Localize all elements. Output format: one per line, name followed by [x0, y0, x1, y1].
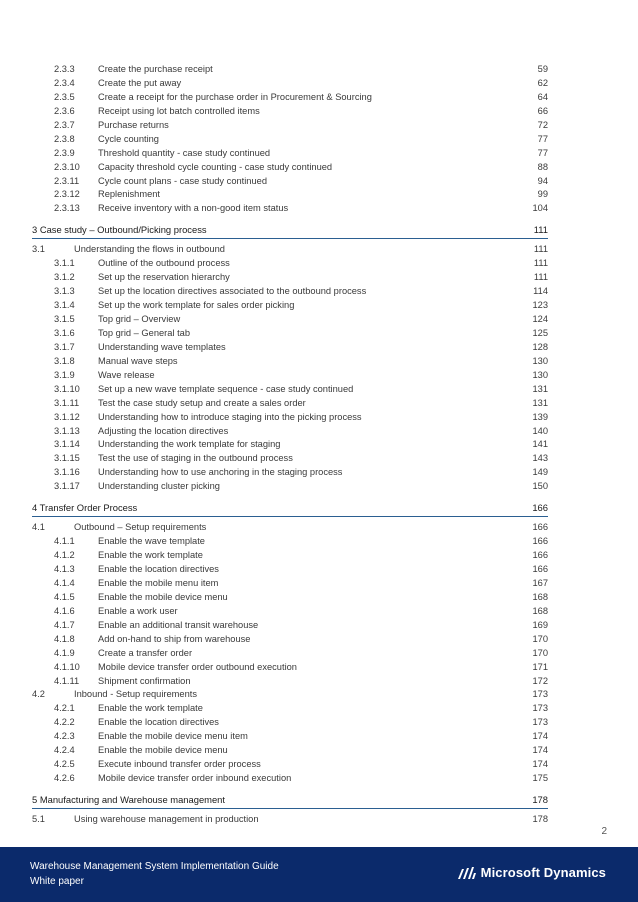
toc-entry-number: 3.1.1: [54, 258, 75, 269]
toc-entry[interactable]: [32, 563, 548, 577]
toc-entry-title: Understanding how to use anchoring in the staging process: [98, 467, 343, 478]
toc-entry-page: 131: [532, 397, 548, 408]
toc-entry[interactable]: [32, 549, 548, 563]
toc-entry[interactable]: [32, 577, 548, 591]
toc-entry-page: 149: [532, 467, 548, 478]
toc-entry-number: 4.1.10: [54, 661, 80, 672]
toc-entry-title: 5 Manufacturing and Warehouse management: [32, 794, 225, 805]
toc-entry-number: 4.1.7: [54, 619, 75, 630]
toc-entry[interactable]: [32, 147, 548, 161]
toc-entry[interactable]: [32, 133, 548, 147]
toc-entry-title: Enable the mobile device menu: [98, 591, 228, 602]
toc-entry-title: Enable the mobile device menu item: [98, 731, 248, 742]
toc-entry-number: 4.1.1: [54, 536, 75, 547]
toc-entry-number: 2.3.10: [54, 161, 80, 172]
toc-entry[interactable]: [32, 772, 548, 786]
toc-entry-title: Enable the location directives: [98, 717, 219, 728]
toc-entry[interactable]: [32, 119, 548, 133]
toc-entry-title: Enable an additional transit warehouse: [98, 619, 259, 630]
toc-entry-number: 3.1.5: [54, 314, 75, 324]
toc-entry-number: 2.3.9: [54, 147, 75, 158]
toc-entry-page: 166: [532, 536, 548, 547]
toc-entry-page: 59: [537, 64, 548, 74]
toc-entry-title: Understanding wave templates: [98, 341, 226, 352]
toc-entry-title: Set up a new wave template sequence - case study continued: [98, 383, 354, 394]
toc-entry-number: 2.3.4: [54, 77, 75, 88]
toc-entry-number: 3.1.4: [54, 300, 75, 311]
toc-entry[interactable]: [32, 161, 548, 175]
toc-entry[interactable]: [32, 730, 548, 744]
toc-entry[interactable]: [32, 271, 548, 285]
toc-entry[interactable]: [32, 313, 548, 327]
toc-entry-page: 72: [537, 119, 548, 130]
toc-entry-title: Wave release: [98, 369, 155, 380]
toc-entry-number: 3.1.8: [54, 355, 75, 366]
toc-entry-page: 94: [537, 175, 548, 186]
toc-entry[interactable]: [32, 411, 548, 425]
toc-entry[interactable]: [32, 758, 548, 772]
toc-entry[interactable]: [32, 202, 548, 216]
toc-entry-number: 3.1.12: [54, 411, 80, 422]
toc-entry-page: 111: [533, 224, 548, 236]
toc-entry-title: Cycle count plans - case study continued: [98, 175, 267, 186]
toc-entry-title: Create the purchase receipt: [98, 64, 213, 74]
toc-entry-page: 130: [532, 369, 548, 380]
toc-entry[interactable]: [32, 63, 548, 77]
toc-entry-page: 170: [532, 633, 548, 644]
toc-chapter-entry[interactable]: [32, 222, 548, 239]
toc-entry[interactable]: [32, 397, 548, 411]
toc-entry-title: Capacity threshold cycle counting - case study continued: [98, 161, 333, 172]
toc-entry-page: 174: [532, 759, 548, 770]
toc-entry-number: 3.1: [32, 244, 45, 255]
toc-entry-title: Inbound - Setup requirements: [74, 689, 198, 700]
toc-entry-number: 3.1.13: [54, 425, 80, 436]
footer-document-type: White paper: [30, 876, 84, 887]
toc-entry-title: Adjusting the location directives: [98, 425, 229, 436]
toc-entry-number: 3.1.9: [54, 369, 75, 380]
toc-entry-title: Set up the location directives associated to the outbound process: [98, 286, 367, 297]
footer-bar: [0, 847, 638, 902]
footer-document-title: Warehouse Management System Implementation Guide: [30, 861, 279, 872]
toc-entry-number: 2.3.6: [54, 105, 75, 116]
toc-entry[interactable]: [32, 105, 548, 119]
toc-entry-page: 150: [532, 481, 548, 492]
toc-entry-page: 173: [532, 703, 548, 714]
toc-entry-page: 111: [533, 244, 548, 255]
toc-entry-title: Execute inbound transfer order process: [98, 759, 261, 770]
toc-entry-number: 5.1: [32, 814, 45, 824]
toc-entry-title: Enable the work template: [98, 550, 203, 561]
toc-entry-number: 4.2.4: [54, 745, 75, 756]
toc-entry-number: 2.3.11: [54, 175, 80, 186]
toc-entry[interactable]: [32, 466, 548, 480]
toc-entry-title: Cycle counting: [98, 133, 159, 144]
toc-entry-number: 4.1.9: [54, 647, 75, 658]
toc-entry-title: Enable the wave template: [98, 536, 205, 547]
toc-entry[interactable]: [32, 327, 548, 341]
toc-entry[interactable]: [32, 243, 548, 257]
toc-entry[interactable]: [32, 285, 548, 299]
toc-entry-page: 143: [532, 453, 548, 464]
toc-entry-number: 4.1.8: [54, 633, 75, 644]
toc-entry-page: 114: [533, 286, 548, 297]
toc-entry-page: 77: [537, 133, 548, 144]
toc-entry-title: Enable the mobile device menu: [98, 745, 228, 756]
toc-entry-title: Replenishment: [98, 189, 161, 200]
toc-entry-title: Understanding how to introduce staging into the picking process: [98, 411, 362, 422]
toc-entry[interactable]: [32, 675, 548, 689]
toc-entry-number: 4.2.3: [54, 731, 75, 742]
toc-entry[interactable]: [32, 702, 548, 716]
toc-entry-title: Enable a work user: [98, 605, 178, 616]
toc-entry-page: 168: [532, 605, 548, 616]
toc-entry-page: 166: [532, 564, 548, 574]
toc-entry-title: 3 Case study – Outbound/Picking process: [32, 224, 207, 236]
toc-entry-title: Set up the work template for sales order picking: [98, 300, 295, 311]
toc-entry-number: 4.1.3: [54, 564, 75, 574]
toc-entry-page: 172: [532, 675, 548, 686]
toc-entry-number: 3.1.16: [54, 467, 80, 478]
toc-entry-number: 2.3.3: [54, 64, 75, 74]
toc-entry[interactable]: [32, 813, 548, 827]
toc-entry-page: 62: [537, 77, 548, 88]
toc-entry[interactable]: [32, 355, 548, 369]
toc-entry[interactable]: [32, 744, 548, 758]
toc-entry-number: 2.3.8: [54, 133, 75, 144]
brand-wordmark: Microsoft Dynamics: [480, 865, 606, 880]
toc-entry-title: Test the case study setup and create a sales order: [98, 397, 306, 408]
toc-entry-title: Add on-hand to ship from warehouse: [98, 633, 251, 644]
toc-entry-page: 178: [532, 814, 548, 824]
toc-entry-page: 174: [532, 745, 548, 756]
toc-entry[interactable]: [32, 688, 548, 702]
toc-entry-page: 175: [532, 773, 548, 784]
toc-entry[interactable]: [32, 716, 548, 730]
toc-entry-title: Create the put away: [98, 77, 182, 88]
toc-entry-title: Outline of the outbound process: [98, 258, 230, 269]
toc-entry-page: 169: [532, 619, 548, 630]
toc-entry-title: Top grid – Overview: [98, 314, 181, 324]
toc-entry-number: 3.1.6: [54, 327, 75, 338]
toc-entry-number: 2.3.12: [54, 189, 80, 200]
toc-entry-page: 124: [532, 314, 548, 324]
toc-entry[interactable]: [32, 535, 548, 549]
toc-entry-page: 141: [532, 439, 548, 450]
toc-entry[interactable]: [32, 647, 548, 661]
toc-entry[interactable]: [32, 91, 548, 105]
toc-entry[interactable]: [32, 452, 548, 466]
toc-entry-number: 4.1.5: [54, 591, 75, 602]
toc-entry-number: 3.1.2: [54, 272, 75, 283]
toc-entry-page: 173: [532, 689, 548, 700]
toc-entry-number: 3.1.15: [54, 453, 80, 464]
toc-entry-title: Mobile device transfer order outbound execution: [98, 661, 297, 672]
toc-entry-page: 174: [532, 731, 548, 742]
toc-entry-title: Set up the reservation hierarchy: [98, 272, 230, 283]
toc-entry[interactable]: [32, 383, 548, 397]
toc-entry-number: 4.1.4: [54, 577, 75, 588]
toc-entry-page: 131: [532, 383, 548, 394]
toc-entry-page: 130: [532, 355, 548, 366]
toc-entry-number: 4.1: [32, 522, 45, 533]
toc-entry-title: Using warehouse management in production: [74, 814, 259, 824]
toc-entry[interactable]: [32, 77, 548, 91]
toc-entry-title: Receipt using lot batch controlled items: [98, 105, 260, 116]
toc-entry-title: Create a receipt for the purchase order in Procurement & Sourcing: [98, 91, 372, 102]
toc-entry[interactable]: [32, 299, 548, 313]
toc-entry-page: 111: [533, 272, 548, 283]
toc-entry[interactable]: [32, 633, 548, 647]
toc-entry[interactable]: [32, 605, 548, 619]
toc-entry[interactable]: [32, 257, 548, 271]
toc-entry-number: 2.3.5: [54, 91, 75, 102]
toc-entry-page: 139: [532, 411, 548, 422]
toc-entry-title: Mobile device transfer order inbound execution: [98, 773, 292, 784]
toc-entry-number: 4.1.2: [54, 550, 75, 561]
toc-entry-page: 64: [537, 91, 548, 102]
toc-entry-page: 167: [532, 577, 548, 588]
toc-entry[interactable]: [32, 369, 548, 383]
toc-entry-title: Enable the work template: [98, 703, 203, 714]
toc-entry-page: 123: [532, 300, 548, 311]
toc-entry-title: 4 Transfer Order Process: [32, 502, 138, 514]
toc-entry-number: 3.1.3: [54, 286, 75, 297]
toc-entry-number: 3.1.11: [54, 397, 80, 408]
toc-entry-page: 166: [532, 522, 548, 533]
toc-entry-page: 66: [537, 105, 548, 116]
toc-entry-title: Outbound – Setup requirements: [74, 522, 207, 533]
toc-entry-number: 2.3.13: [54, 203, 80, 214]
toc-entry-number: 3.1.10: [54, 383, 80, 394]
toc-entry-page: 173: [532, 717, 548, 728]
toc-entry-page: 125: [532, 327, 548, 338]
toc-entry[interactable]: [32, 175, 548, 189]
toc-entry-page: 140: [532, 425, 548, 436]
toc-entry-number: 2.3.7: [54, 119, 75, 130]
toc-entry[interactable]: [32, 480, 548, 494]
toc-entry-number: 4.2.1: [54, 703, 75, 714]
toc-entry-page: 88: [537, 161, 548, 172]
toc-entry-title: Enable the location directives: [98, 564, 219, 574]
brand-logo: [457, 865, 606, 880]
toc-entry[interactable]: [32, 341, 548, 355]
toc-entry-page: 166: [532, 550, 548, 561]
toc-entry-page: 77: [537, 147, 548, 158]
toc-entry-title: Create a transfer order: [98, 647, 193, 658]
toc-entry-page: 178: [532, 794, 548, 805]
toc-entry[interactable]: [32, 438, 548, 452]
toc-entry-number: 4.2: [32, 689, 45, 700]
toc-entry-title: Receive inventory with a non-good item status: [98, 203, 289, 214]
toc-entry[interactable]: [32, 661, 548, 675]
toc-entry-title: Threshold quantity - case study continued: [98, 147, 271, 158]
microsoft-dynamics-logo-icon: [457, 866, 477, 880]
toc-entry-page: 171: [532, 661, 548, 672]
toc-entry-page: 170: [532, 647, 548, 658]
toc-entry-number: 4.1.11: [54, 675, 80, 686]
toc-entry[interactable]: [32, 188, 548, 202]
toc-entry-title: Understanding cluster picking: [98, 481, 220, 492]
toc-entry-title: Test the use of staging in the outbound process: [98, 453, 293, 464]
toc-entry-number: 3.1.7: [54, 341, 75, 352]
toc-entry-page: 128: [532, 341, 548, 352]
toc-entry-number: 4.2.2: [54, 717, 75, 728]
toc-chapter-entry[interactable]: [32, 500, 548, 517]
toc-entry[interactable]: [32, 425, 548, 439]
toc-entry-page: 111: [533, 258, 548, 269]
table-of-contents: [32, 63, 548, 827]
toc-entry[interactable]: [32, 591, 548, 605]
toc-entry-page: 104: [532, 203, 548, 214]
toc-entry[interactable]: [32, 521, 548, 535]
toc-entry-number: 4.2.5: [54, 759, 75, 770]
toc-entry-number: 3.1.14: [54, 439, 80, 450]
toc-entry-number: 4.1.6: [54, 605, 75, 616]
toc-entry-title: Understanding the flows in outbound: [74, 244, 225, 255]
toc-entry-title: Purchase returns: [98, 119, 169, 130]
toc-entry-title: Top grid – General tab: [98, 327, 190, 338]
toc-entry-number: 3.1.17: [54, 481, 80, 492]
toc-entry[interactable]: [32, 619, 548, 633]
toc-chapter-entry[interactable]: [32, 792, 548, 809]
toc-entry-page: 166: [532, 502, 548, 514]
toc-entry-number: 4.2.6: [54, 773, 75, 784]
toc-entry-title: Understanding the work template for staging: [98, 439, 281, 450]
page-number: 2: [601, 826, 607, 837]
toc-entry-page: 168: [532, 591, 548, 602]
toc-entry-title: Manual wave steps: [98, 355, 178, 366]
toc-entry-title: Enable the mobile menu item: [98, 577, 219, 588]
toc-entry-page: 99: [537, 189, 548, 200]
toc-entry-title: Shipment confirmation: [98, 675, 191, 686]
